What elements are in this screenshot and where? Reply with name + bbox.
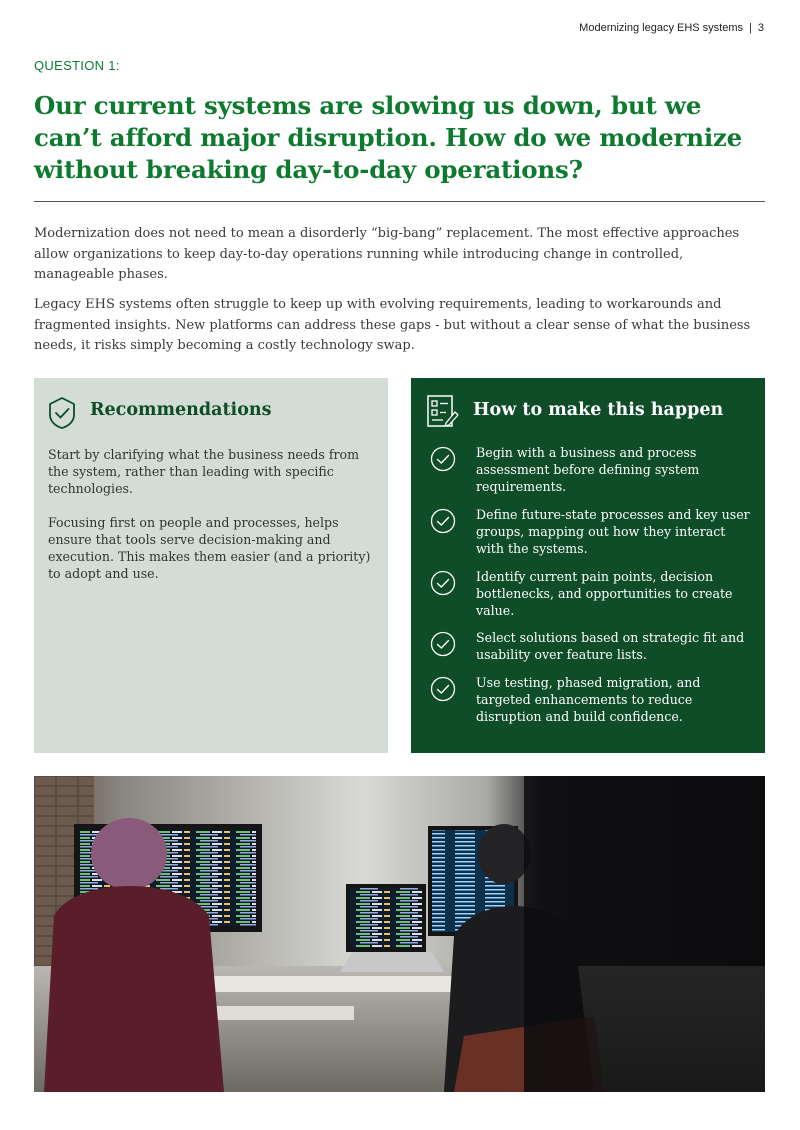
running-header-title: Modernizing legacy EHS systems	[579, 22, 744, 34]
title-divider	[34, 201, 765, 202]
check-circle-icon	[430, 676, 456, 706]
how-to-item-text: Identify current pain points, decision bottlenecks, and opportunities to create value.	[476, 569, 733, 618]
how-to-item-text: Define future-state processes and key user groups, mapping out how they interact with the systems.	[476, 507, 750, 556]
recommendations-paragraph-2: Focusing first on people and processes, helps ensure that tools serve decision-making and execution. This makes them easier (and a priority) to adopt and use.	[48, 515, 371, 581]
page-title: Our current systems are slowing us down, but we can’t afford major disruption. How do we modernize without breaking day-to-day operations?	[34, 91, 743, 184]
checklist-pen-icon	[426, 394, 460, 432]
shield-check-icon	[48, 396, 76, 434]
how-to-item-text: Use testing, phased migration, and targeted enhancements to reduce disruption and build confidence.	[476, 675, 701, 724]
check-circle-icon	[430, 631, 456, 661]
intro-paragraph-1: Modernization does not need to mean a disorderly “big-bang” replacement. The most effective approaches allow organizations to keep day-to-day operations running while introducing change in controlled, manageable phases.	[34, 226, 740, 282]
intro-paragraph-2: Legacy EHS systems often struggle to keep up with evolving requirements, leading to workarounds and fragmented insights. New platforms can address these gaps - but without a clear sense of what the business needs, it risks simply becoming a costly technology swap.	[34, 297, 751, 353]
running-header-separator: |	[749, 22, 752, 34]
check-circle-icon	[430, 508, 456, 538]
page-number: 3	[757, 22, 764, 34]
how-to-item-text: Begin with a business and process assessment before defining system requirements.	[476, 445, 700, 494]
how-to-item-text: Select solutions based on strategic fit and usability over feature lists.	[476, 630, 745, 662]
recommendations-paragraph-1: Start by clarifying what the business needs from the system, rather than leading with specific technologies.	[48, 447, 360, 496]
recommendations-title: Recommendations	[90, 400, 272, 420]
how-to-title: How to make this happen	[473, 400, 724, 420]
check-circle-icon	[430, 570, 456, 600]
office-photo	[34, 776, 765, 1092]
check-circle-icon	[430, 446, 456, 476]
running-header	[579, 22, 764, 34]
question-label: QUESTION 1:	[34, 58, 120, 73]
